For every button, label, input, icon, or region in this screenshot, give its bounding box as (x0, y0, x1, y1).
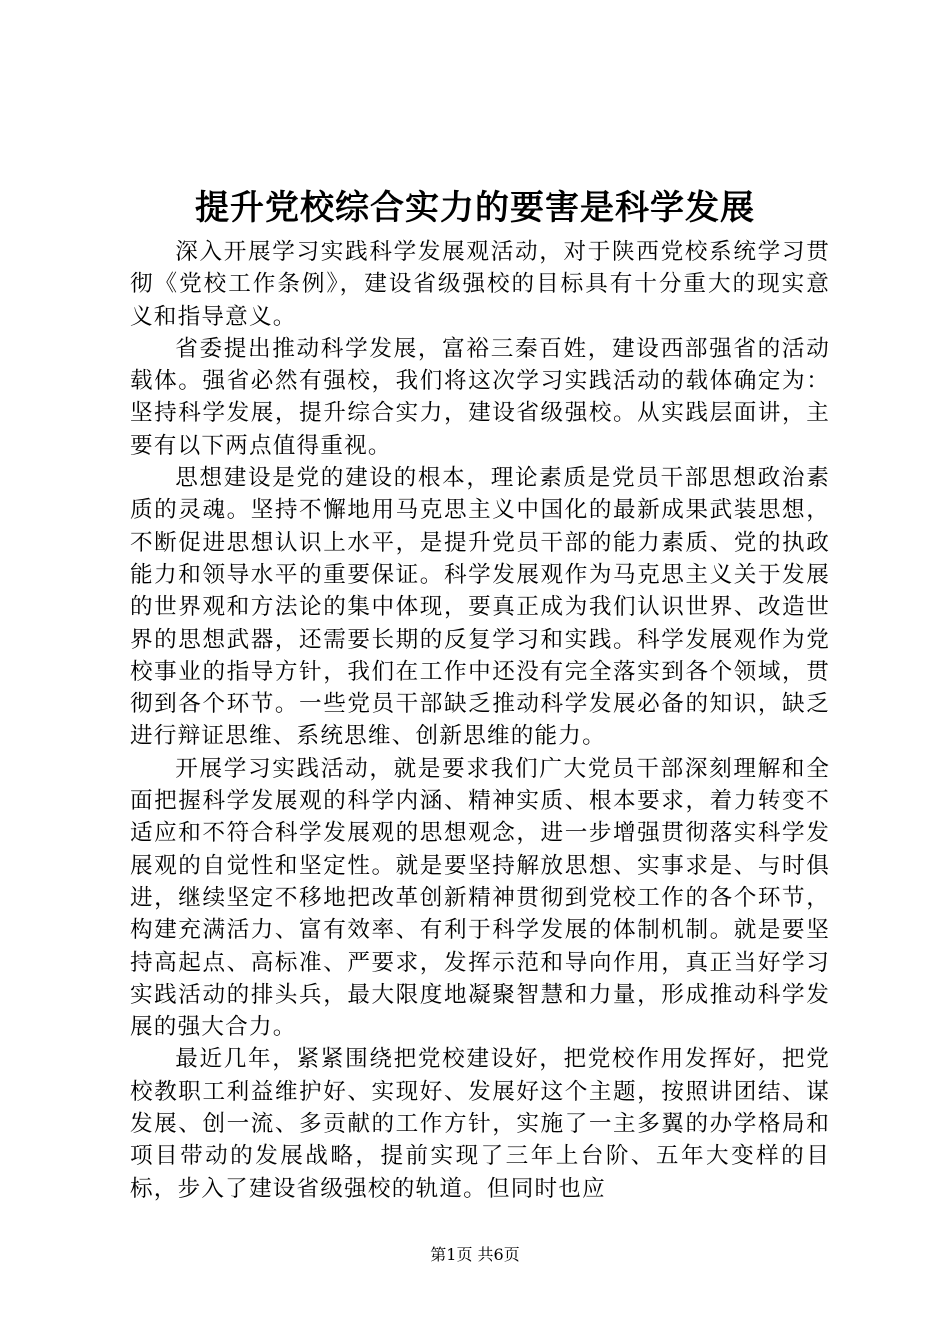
paragraph: 思想建设是党的建设的根本，理论素质是党员干部思想政治素质的灵魂。坚持不懈地用马克思主义中国化的最新成果武装思想，不断促进思想认识上水平，是提升党员干部的能力素质、党的执政能力和领导水平的重要保证。科学发展观作为马克思主义关于发展的世界观和方法论的集中体现，要真正成为我们认识世界、改造世界的思想武器，还需要长期的反复学习和实践。科学发展观作为党校事业的指导方针，我们在工作中还没有完全落实到各个领域，贯彻到各个环节。一些党员干部缺乏推动科学发展必备的知识，缺乏进行辩证思维、系统思维、创新思维的能力。 (130, 465, 830, 750)
paragraph: 开展学习实践活动，就是要求我们广大党员干部深刻理解和全面把握科学发展观的科学内涵、精神实质、根本要求，着力转变不适应和不符合科学发展观的思想观念，进一步增强贯彻落实科学发展观的自觉性和坚定性。就是要坚持解放思想、实事求是、与时俱进，继续坚定不移地把改革创新精神贯彻到党校工作的各个环节，构建充满活力、富有效率、有利于科学发展的体制机制。就是要坚持高起点、高标准、严要求，发挥示范和导向作用，真正当好学习实践活动的排头兵，最大限度地凝聚智慧和力量，形成推动科学发展的强大合力。 (130, 755, 830, 1041)
paragraph: 省委提出推动科学发展，富裕三秦百姓，建设西部强省的活动载体。强省必然有强校，我们将这次学习实践活动的载体确定为：坚持科学发展，提升综合实力，建设省级强校。从实践层面讲，主要有以下两点值得重视。 (130, 335, 830, 459)
paragraph: 深入开展学习实践科学发展观活动，对于陕西党校系统学习贯彻《党校工作条例》，建设省级强校的目标具有十分重大的现实意义和指导意义。 (130, 239, 830, 330)
paragraph: 最近几年，紧紧围绕把党校建设好，把党校作用发挥好，把党校教职工利益维护好、实现好、发展好这个主题，按照讲团结、谋发展、创一流、多贡献的工作方针，实施了一主多翼的办学格局和项目带动的发展战略，提前实现了三年上台阶、五年大变样的目标，步入了建设省级强校的轨道。但同时也应 (130, 1046, 830, 1202)
page-number-footer: 第1页 共6页 (430, 1245, 520, 1264)
document-title: 提升党校综合实力的要害是科学发展 (195, 188, 755, 228)
document-body (130, 236, 830, 1205)
